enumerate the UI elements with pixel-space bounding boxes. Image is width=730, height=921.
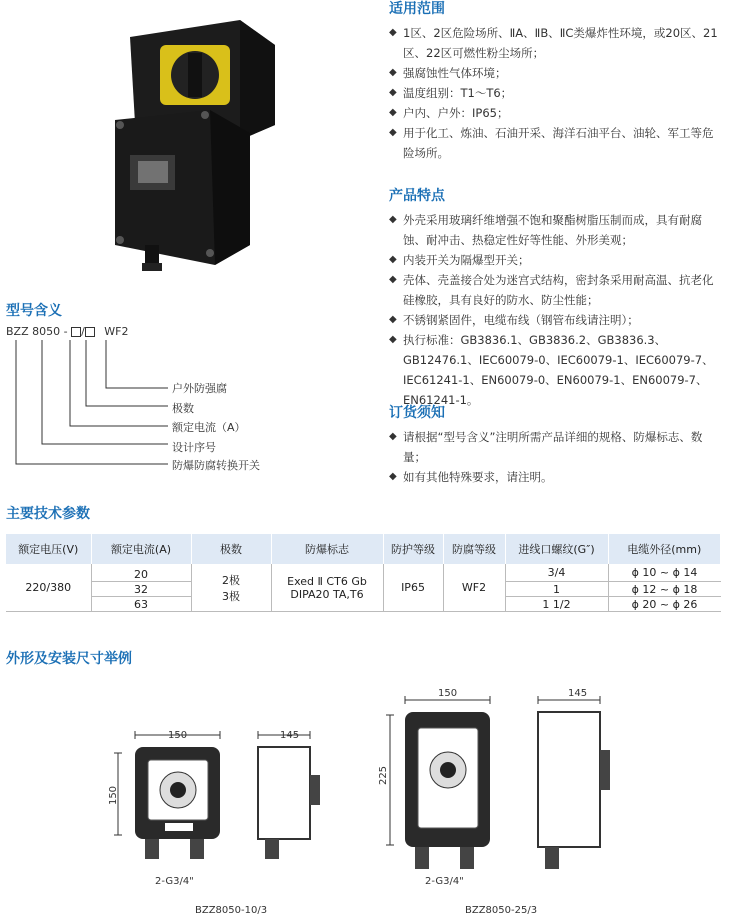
table-header-row bbox=[6, 534, 721, 564]
th-current: 额定电流(A) bbox=[91, 534, 191, 564]
th-protection: 防护等级 bbox=[383, 534, 443, 564]
features-heading: 产品特点 bbox=[389, 188, 445, 204]
model-label-1: 户外防强腐 bbox=[172, 382, 227, 395]
cell-exmark bbox=[271, 564, 383, 612]
cell-thread: 1 bbox=[505, 582, 608, 597]
th-poles: 极数 bbox=[191, 534, 271, 564]
pole-2: 2极 bbox=[222, 573, 240, 587]
cell-protection: IP65 bbox=[383, 564, 443, 612]
cell-current: 20 bbox=[91, 564, 191, 582]
model-label-3: 额定电流（A） bbox=[172, 421, 246, 434]
ex-mark-2: DIPA20 TA,T6 bbox=[290, 587, 364, 601]
th-cable: 电缆外径(mm) bbox=[608, 534, 721, 564]
list-item: ◆ 用于化工、炼油、石油开采、海洋石油平台、油轮、军工等危险场所。 bbox=[389, 123, 719, 163]
small-width-label: 150 bbox=[168, 730, 188, 741]
model-prefix: BZZ 8050 - bbox=[6, 325, 68, 338]
cell-poles bbox=[191, 564, 271, 612]
applicable-heading: 适用范围 bbox=[389, 1, 445, 17]
th-voltage: 额定电压(V) bbox=[6, 534, 91, 564]
cell-cable: ϕ 20 ~ ϕ 26 bbox=[608, 597, 721, 612]
spec-heading: 主要技术参数 bbox=[6, 506, 90, 522]
cell-current: 63 bbox=[91, 597, 191, 612]
cell-thread: 1 1/2 bbox=[505, 597, 608, 612]
applicable-list bbox=[389, 23, 719, 163]
list-item: ◆ 1区、2区危险场所、ⅡA、ⅡB、ⅡC类爆炸性环境，或20区、21区、22区可燃性粉尘场所； bbox=[389, 23, 719, 63]
features-list bbox=[389, 210, 724, 410]
small-depth-label: 145 bbox=[280, 730, 300, 741]
large-gland-label: 2-G3/4" bbox=[425, 876, 464, 887]
model-tree-lines bbox=[6, 338, 176, 468]
list-item: ◆ 温度组别：T1～T6； bbox=[389, 83, 719, 103]
small-height-label: 150 bbox=[108, 785, 120, 806]
cell-voltage: 220/380 bbox=[6, 564, 91, 612]
cell-anticorrosion: WF2 bbox=[443, 564, 505, 612]
cell-cable: ϕ 12 ~ ϕ 18 bbox=[608, 582, 721, 597]
list-item: ◆ 壳体、壳盖接合处为迷宫式结构，密封条采用耐高温、抗老化硅橡胶，具有良好的防水、防尘性能； bbox=[389, 270, 724, 310]
list-item: ◆ 请根据“型号含义”注明所需产品详细的规格、防爆标志、数量； bbox=[389, 427, 719, 467]
dims-heading: 外形及安装尺寸举例 bbox=[6, 651, 132, 667]
product-photo bbox=[90, 15, 295, 275]
ordering-heading: 订货须知 bbox=[389, 405, 445, 421]
list-item: ◆ 外壳采用玻璃纤维增强不饱和聚酯树脂压制而成，具有耐腐蚀、耐冲击、热稳定性好等性能、外形美观； bbox=[389, 210, 724, 250]
small-front-drawing bbox=[110, 725, 240, 865]
th-thread: 进线口螺纹(G″) bbox=[505, 534, 608, 564]
list-item: ◆ 如有其他特殊要求，请注明。 bbox=[389, 467, 719, 487]
large-caption: BZZ8050-25/3 bbox=[465, 905, 538, 916]
table-row bbox=[6, 564, 721, 582]
list-item: ◆ 户内、户外：IP65； bbox=[389, 103, 719, 123]
list-item: ◆ 不锈钢紧固件，电缆布线（钢管布线请注明）； bbox=[389, 310, 724, 330]
small-side-drawing bbox=[250, 725, 330, 865]
cell-cable: ϕ 10 ~ ϕ 14 bbox=[608, 564, 721, 582]
model-suffix: WF2 bbox=[104, 325, 129, 338]
list-item: ◆ 内装开关为隔爆型开关； bbox=[389, 250, 724, 270]
small-gland-label: 2-G3/4" bbox=[155, 876, 194, 887]
large-side-drawing bbox=[530, 690, 620, 875]
list-item: ◆ 强腐蚀性气体环境； bbox=[389, 63, 719, 83]
large-front-drawing bbox=[380, 690, 510, 875]
large-depth-label: 145 bbox=[568, 688, 588, 699]
spec-table bbox=[6, 534, 721, 612]
large-height-label: 225 bbox=[378, 765, 390, 786]
large-width-label: 150 bbox=[438, 688, 458, 699]
model-label-2: 极数 bbox=[172, 402, 194, 415]
ordering-list bbox=[389, 427, 719, 487]
list-item: ◆ 执行标准：GB3836.1、GB3836.2、GB3836.3、GB12476.1、IEC60079-0、IEC60079-1、IEC60079-7、IEC61241-1、EN60079-0、EN60079-1、EN60079-7、EN61241-1。 bbox=[389, 330, 724, 410]
model-label-5: 防爆防腐转换开关 bbox=[172, 459, 260, 472]
th-exmark: 防爆标志 bbox=[271, 534, 383, 564]
cell-thread: 3/4 bbox=[505, 564, 608, 582]
cell-current: 32 bbox=[91, 582, 191, 597]
model-heading: 型号含义 bbox=[6, 303, 62, 319]
small-caption: BZZ8050-10/3 bbox=[195, 905, 268, 916]
th-anticorrosion: 防腐等级 bbox=[443, 534, 505, 564]
model-label-4: 设计序号 bbox=[172, 441, 216, 454]
pole-3: 3极 bbox=[222, 589, 240, 603]
ex-mark-1: Exed Ⅱ CT6 Gb bbox=[287, 574, 367, 588]
model-code: BZZ 8050 - / WF2 bbox=[6, 325, 129, 338]
